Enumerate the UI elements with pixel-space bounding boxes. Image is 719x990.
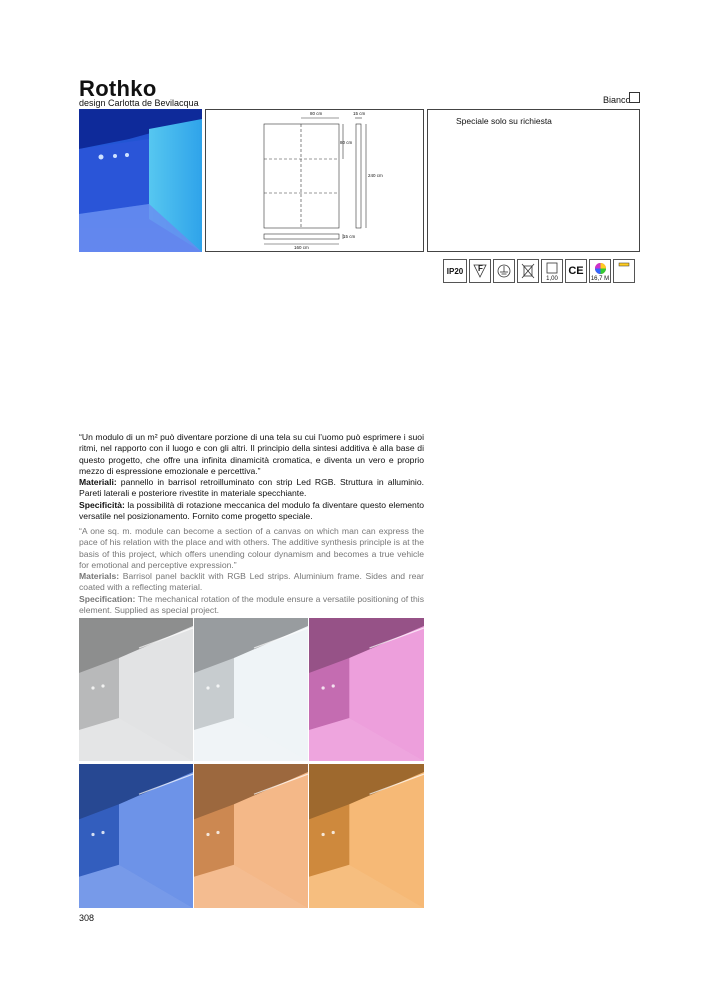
dim-depth-bottom: 15 cm [343, 234, 356, 239]
special-order-note: Speciale solo su richiesta [456, 116, 552, 126]
earth-ground-icon [493, 259, 515, 283]
product-title: Rothko [79, 76, 157, 101]
technical-drawing [205, 109, 424, 252]
finish-label: Bianco [603, 95, 631, 105]
description-english [79, 526, 424, 616]
rgb-color-icon: 16,7 M [589, 259, 611, 283]
spec-label-en: Specification: [79, 593, 136, 604]
gallery-photo [79, 764, 193, 908]
designer-credit: design Carlotta de Bevilacqua [79, 98, 199, 108]
gallery-photo [194, 764, 308, 908]
driver-icon [613, 259, 635, 283]
dim-depth-top: 15 cm [353, 111, 366, 116]
spec-it: la possibilità di rotazione meccanica del modulo fa diventare questo elemento versatile nel posizionamento. Fornito come progetto speciale. [79, 499, 424, 522]
power-factor-icon: 1,00 [541, 259, 563, 283]
page-number: 308 [79, 913, 95, 923]
dim-width-top: 80 cm [310, 111, 323, 116]
notes-panel [427, 109, 640, 252]
materials-it: pannello in barrisol retroilluminato con strip Led RGB. Struttura in alluminio. Pareti laterali e posteriore rivestite in materiale specchiante. [79, 477, 424, 499]
dim-width-bottom: 160 cm [294, 245, 309, 250]
quote-english: “A one sq. m. module can become a section of a canvas on which man can express the pace of his relation with the place and with others. The additive synthesis principle is at the basis of this project, which offers unending colour dynamism and becomes a true vehicle for emotional and perceptive expression.” [79, 526, 424, 570]
ce-mark-icon: CE [565, 259, 587, 283]
gallery-photo [309, 764, 424, 908]
spec-en: The mechanical rotation of the module ensure a versatile positioning of this element. Supplied as special project. [79, 593, 424, 616]
gallery-photo [309, 618, 424, 761]
quote-italian: “Un modulo di un m² può diventare porzione di una tela su cui l’uomo può esprimere i suoi ritmi, nel rapporto con il luogo e con gli altri. Il principio della sintesi additiva è alla base di questo progetto, che offre una infinita dinamicità cromatica, e diventa un vero e proprio mezzo di espressione emozionale e percettiva.” [79, 432, 424, 476]
certification-icons [443, 259, 640, 283]
spec-label-it: Specificità: [79, 499, 125, 510]
f-mark-icon: F [469, 259, 491, 283]
ip20-icon: IP20 [443, 259, 467, 283]
color-gallery [79, 618, 424, 908]
weee-bin-icon [517, 259, 539, 283]
materials-en: Barrisol panel backlit with RGB Led strips. Aluminium frame. Sides and rear coated with a reflecting material. [79, 571, 424, 593]
dim-height: 240 cm [368, 173, 383, 178]
dim-module-side: 80 cm [340, 140, 353, 145]
description-italian [79, 432, 424, 522]
materials-label-it: Materiali: [79, 477, 117, 488]
gallery-photo [194, 618, 308, 761]
gallery-photo [79, 618, 193, 761]
materials-label-en: Materials: [79, 571, 120, 582]
finish-swatch [629, 92, 640, 103]
hero-photo [79, 109, 202, 252]
